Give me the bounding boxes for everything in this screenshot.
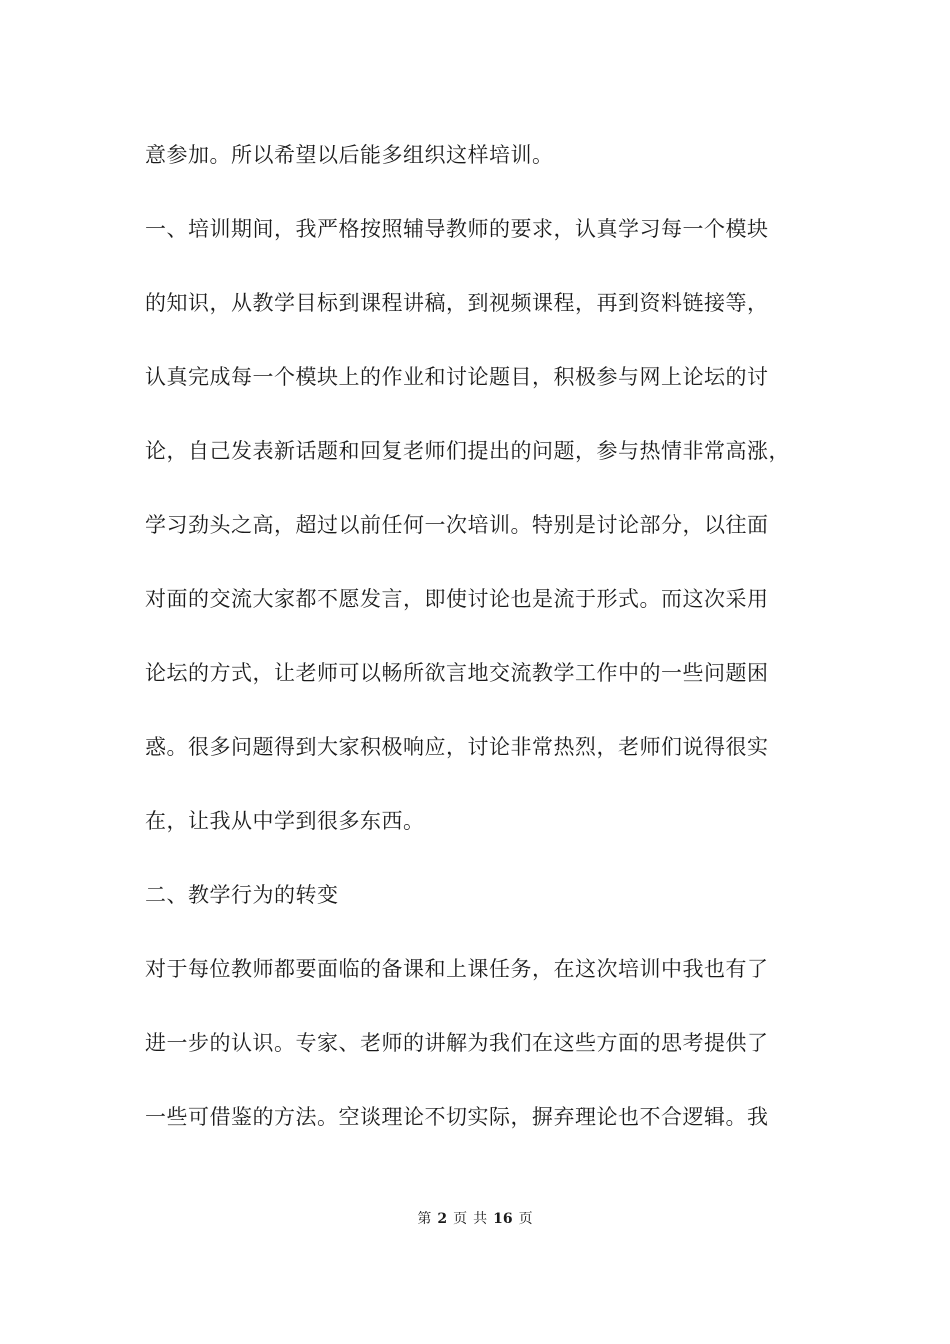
text-line: 惑。很多问题得到大家积极响应，讨论非常热烈，老师们说得很实 xyxy=(145,735,769,759)
footer-middle-b: 共 xyxy=(473,1211,488,1227)
text-line: 对于每位教师都要面临的备课和上课任务，在这次培训中我也有了 xyxy=(145,957,769,981)
page-footer xyxy=(0,1209,950,1229)
footer-middle-a: 页 xyxy=(453,1211,468,1227)
text-line: 在，让我从中学到很多东西。 xyxy=(145,809,425,833)
section-heading: 二、教学行为的转变 xyxy=(145,883,339,907)
text-line: 学习劲头之高，超过以前任何一次培训。特别是讨论部分，以往面 xyxy=(145,513,769,537)
text-line: 意参加。所以希望以后能多组织这样培训。 xyxy=(145,143,554,167)
text-line: 对面的交流大家都不愿发言，即使讨论也是流于形式。而这次采用 xyxy=(145,587,769,611)
text-line: 论坛的方式，让老师可以畅所欲言地交流教学工作中的一些问题困 xyxy=(145,661,769,685)
text-line: 论，自己发表新话题和回复老师们提出的问题，参与热情非常高涨， xyxy=(145,439,790,463)
text-line: 一、培训期间，我严格按照辅导教师的要求，认真学习每一个模块 xyxy=(145,217,769,241)
footer-page-number: 2 xyxy=(437,1211,448,1227)
footer-prefix: 第 xyxy=(417,1211,432,1227)
footer-suffix: 页 xyxy=(518,1211,533,1227)
text-line: 一些可借鉴的方法。空谈理论不切实际，摒弃理论也不合逻辑。我 xyxy=(145,1105,769,1129)
text-line: 的知识，从教学目标到课程讲稿，到视频课程，再到资料链接等， xyxy=(145,291,769,315)
text-line: 进一步的认识。专家、老师的讲解为我们在这些方面的思考提供了 xyxy=(145,1031,769,1055)
text-line: 认真完成每一个模块上的作业和讨论题目，积极参与网上论坛的讨 xyxy=(145,365,769,389)
footer-total-pages: 16 xyxy=(493,1211,513,1227)
